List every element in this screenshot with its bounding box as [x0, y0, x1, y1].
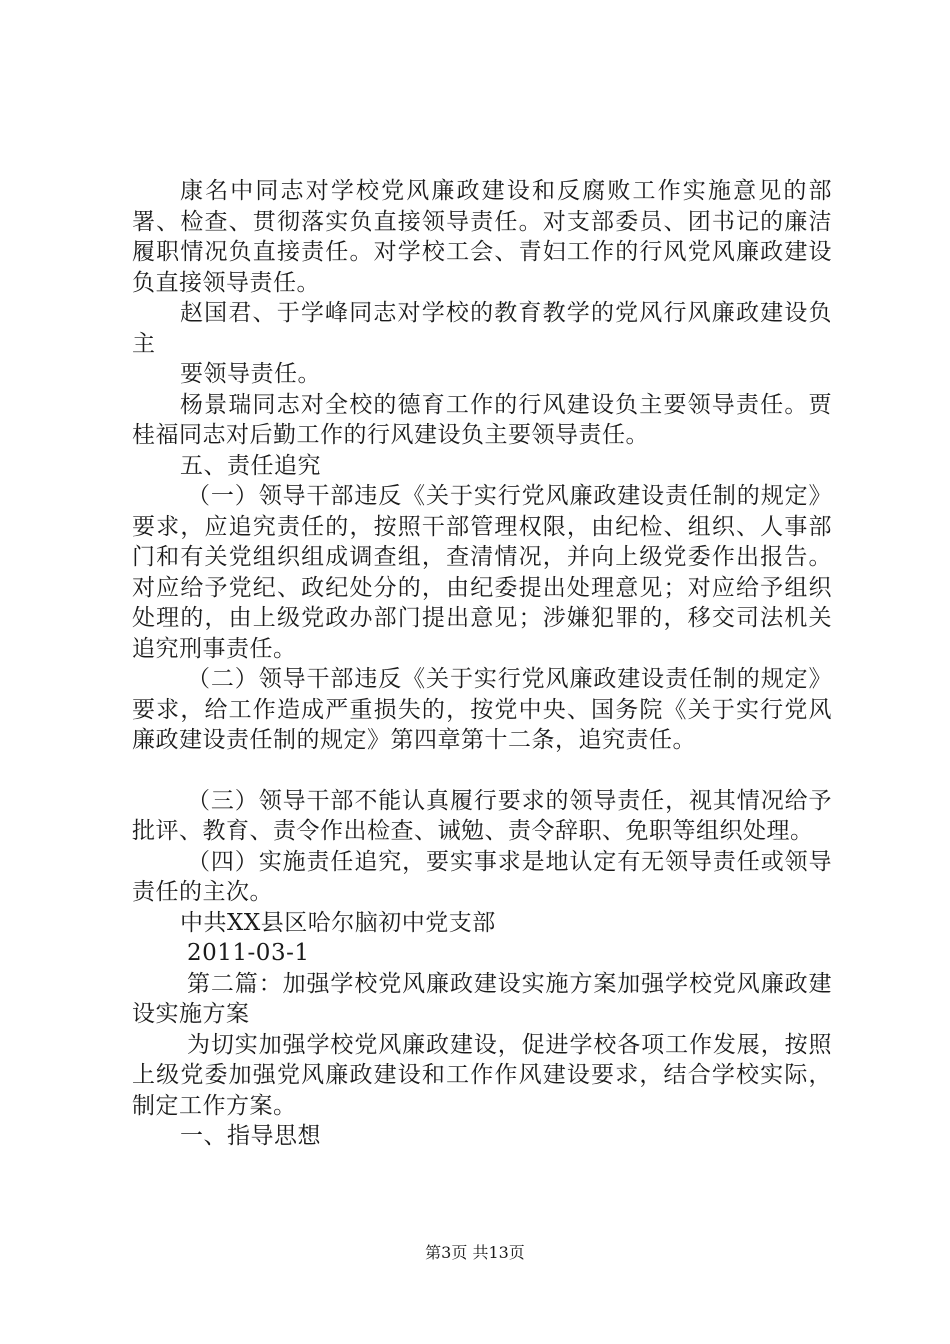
paragraph-item-4: （四）实施责任追究，要实事求是地认定有无领导责任或领导责任的主次。 [132, 848, 832, 905]
part-two-title: 第二篇：加强学校党风廉政建设实施方案加强学校党风廉政建设实施方案 [132, 970, 832, 1027]
paragraph-item-3: （三）领导干部不能认真履行要求的领导责任，视其情况给予批评、教育、责令作出检查、诫勉、责令辞职、免职等组织处理。 [132, 787, 832, 844]
page-number-footer: 第3页 共13页 [425, 1243, 525, 1262]
signature-date: 2011-03-1 [187, 940, 310, 966]
paragraph-responsibility-yang: 杨景瑞同志对全校的德育工作的行风建设负主要领导责任。贾桂福同志对后勤工作的行风建设负主要领导责任。 [132, 391, 832, 448]
section-heading-accountability: 五、责任追究 [180, 452, 321, 479]
paragraph-responsibility-kang: 康名中同志对学校党风廉政建设和反腐败工作实施意见的部署、检查、贯彻落实负直接领导责任。对支部委员、团书记的廉洁履职情况负直接责任。对学校工会、青妇工作的行风党风廉政建设负直接领导责任。 [132, 178, 832, 296]
paragraph-item-1: （一）领导干部违反《关于实行党风廉政建设责任制的规定》要求，应追究责任的，按照干部管理权限，由纪检、组织、人事部门和有关党组织组成调查组，查清情况，并向上级党委作出报告。对应给予党纪、政纪处分的，由纪委提出处理意见；对应给予组织处理的，由上级党政办部门提出意见；涉嫌犯罪的，移交司法机关追究刑事责任。 [132, 483, 832, 662]
paragraph-item-2: （二）领导干部违反《关于实行党风廉政建设责任制的规定》要求，给工作造成严重损失的，按党中央、国务院《关于实行党风廉政建设责任制的规定》第四章第十二条，追究责任。 [132, 666, 832, 753]
document-body [132, 176, 832, 1152]
paragraph-spacer [132, 756, 832, 786]
section-heading-guiding-thought: 一、指导思想 [180, 1123, 321, 1149]
signature-organization: 中共XX县区哈尔脑初中党支部 [180, 909, 496, 936]
paragraph-responsibility-zhao-cont: 要领导责任。 [180, 361, 321, 387]
paragraph-part-two-intro: 为切实加强学校党风廉政建设，促进学校各项工作发展，按照上级党委加强党风廉政建设和工作作风建设要求，结合学校实际，制定工作方案。 [132, 1031, 832, 1119]
paragraph-responsibility-zhao: 赵国君、于学峰同志对学校的教育教学的党风行风廉政建设负主 [132, 300, 832, 357]
